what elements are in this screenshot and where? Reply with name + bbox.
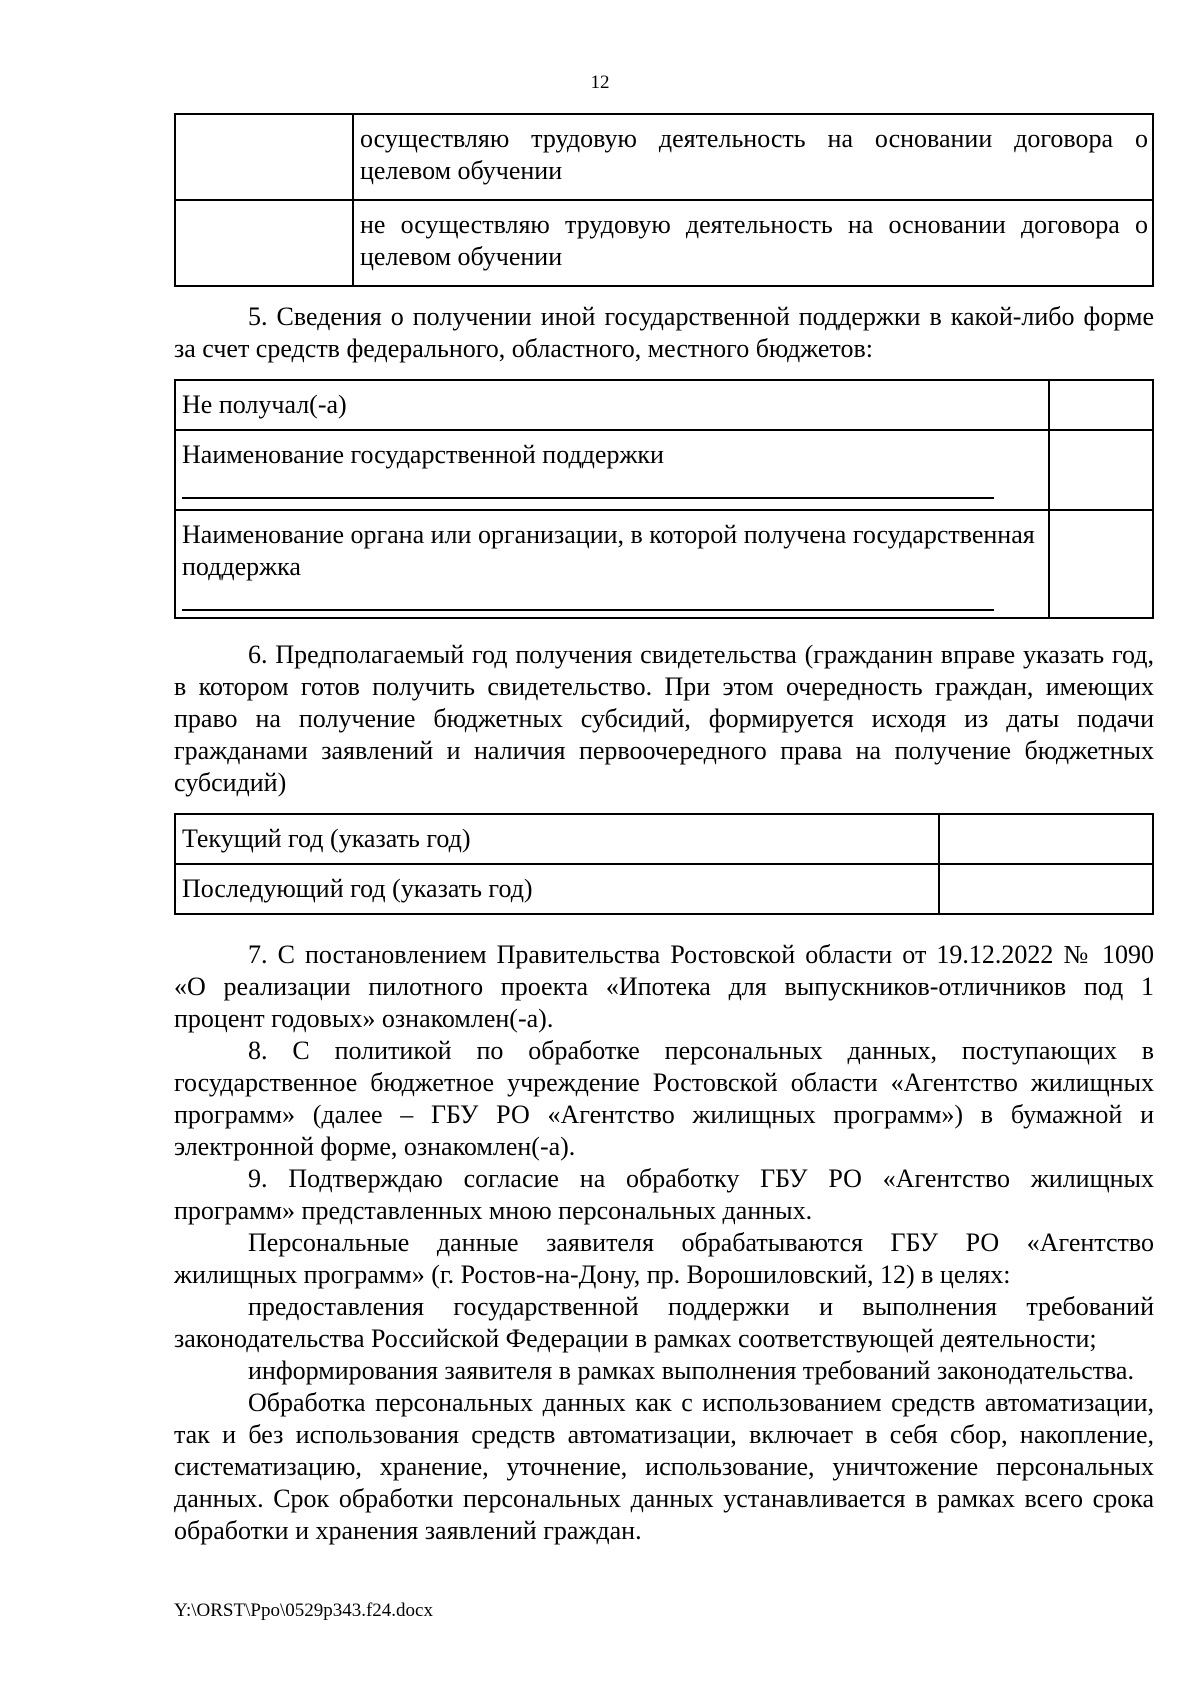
year-input-cell[interactable] — [939, 814, 1153, 864]
table-row — [175, 114, 1153, 200]
paragraph-8: 8. С политикой по обработке персональных данных, поступающих в государственное бюджетное учреждение Ростовской области «Агентство жилищных программ» (далее – ГБУ РО «Агентство жилищных программ») в бумажной и электронной форме, ознакомлен(-а). — [174, 1036, 1154, 1161]
employment-status-table — [174, 113, 1154, 287]
table-row — [175, 814, 1153, 864]
paragraph-7: 7. С постановлением Правительства Ростовской области от 19.12.2022 № 1090 «О реализации пилотного проекта «Ипотека для выпускников-отличников под 1 процент годовых» ознакомлен(-а). — [174, 940, 1154, 1033]
option-label: осуществляю трудовую деятельность на основании договора о целевом обучении — [353, 114, 1153, 200]
row-label: Наименование органа или организации, в которой получена государственная поддержка — [182, 520, 1035, 581]
table-row — [175, 200, 1153, 286]
table-row — [175, 430, 1153, 510]
fill-in-line[interactable] — [182, 583, 994, 611]
paragraph-purpose-1: предоставления государственной поддержки и выполнения требований законодательства Российской Федерации в рамках соответствующей деятельности; — [174, 1292, 1154, 1353]
page-number: 12 — [590, 72, 610, 93]
certificate-year-table — [174, 813, 1154, 915]
checkbox-cell[interactable] — [1049, 380, 1153, 430]
state-support-table — [174, 379, 1154, 619]
row-label: Последующий год (указать год) — [175, 864, 939, 914]
checkbox-cell[interactable] — [175, 114, 353, 200]
row-label: Текущий год (указать год) — [175, 814, 939, 864]
paragraph-purpose-2: информирования заявителя в рамках выполнения требований законодательства. — [248, 1356, 1134, 1385]
section-5-text: 5. Сведения о получении иной государственной поддержки в какой-либо форме за счет средств федерального, областного, местного бюджетов: — [174, 302, 1154, 363]
document-body — [174, 113, 1154, 1547]
section-6-text: 6. Предполагаемый год получения свидетельства (гражданин вправе указать год, в котором готов получить свидетельство. При этом очередность граждан, имеющих право на получение бюджетных субсидий, формируется исходя из даты подачи гражданами заявлений и наличия первоочередного права на получение бюджетных субсидий) — [174, 640, 1154, 797]
table-row — [175, 380, 1153, 430]
row-label-cell — [175, 510, 1049, 618]
table-row — [175, 510, 1153, 618]
fill-in-line[interactable] — [182, 471, 994, 499]
consent-paragraphs — [174, 939, 1154, 1547]
checkbox-cell[interactable] — [1049, 430, 1153, 510]
row-label-cell — [175, 430, 1049, 510]
checkbox-cell[interactable] — [1049, 510, 1153, 618]
file-path-footer: Y:\ORST\Ppo\0529p343.f24.docx — [174, 1600, 433, 1621]
year-input-cell[interactable] — [939, 864, 1153, 914]
row-label: Не получал(-а) — [175, 380, 1049, 430]
option-label: не осуществляю трудовую деятельность на основании договора о целевом обучении — [353, 200, 1153, 286]
paragraph-9: 9. Подтверждаю согласие на обработку ГБУ РО «Агентство жилищных программ» представленных мною персональных данных. — [174, 1164, 1154, 1225]
table-row — [175, 864, 1153, 914]
checkbox-cell[interactable] — [175, 200, 353, 286]
paragraph-processing: Персональные данные заявителя обрабатываются ГБУ РО «Агентство жилищных программ» (г. Ростов-на-Дону, пр. Ворошиловский, 12) в целях: — [174, 1228, 1154, 1289]
row-label: Наименование государственной поддержки — [182, 440, 664, 469]
paragraph-processing-terms: Обработка персональных данных как с использованием средств автоматизации, так и без использования средств автоматизации, включает в себя сбор, накопление, систематизацию, хранение, уточнение, использование, уничтожение персональных данных. Срок обработки персональных данных устанавливается в рамках всего срока обработки и хранения заявлений граждан. — [174, 1388, 1154, 1545]
